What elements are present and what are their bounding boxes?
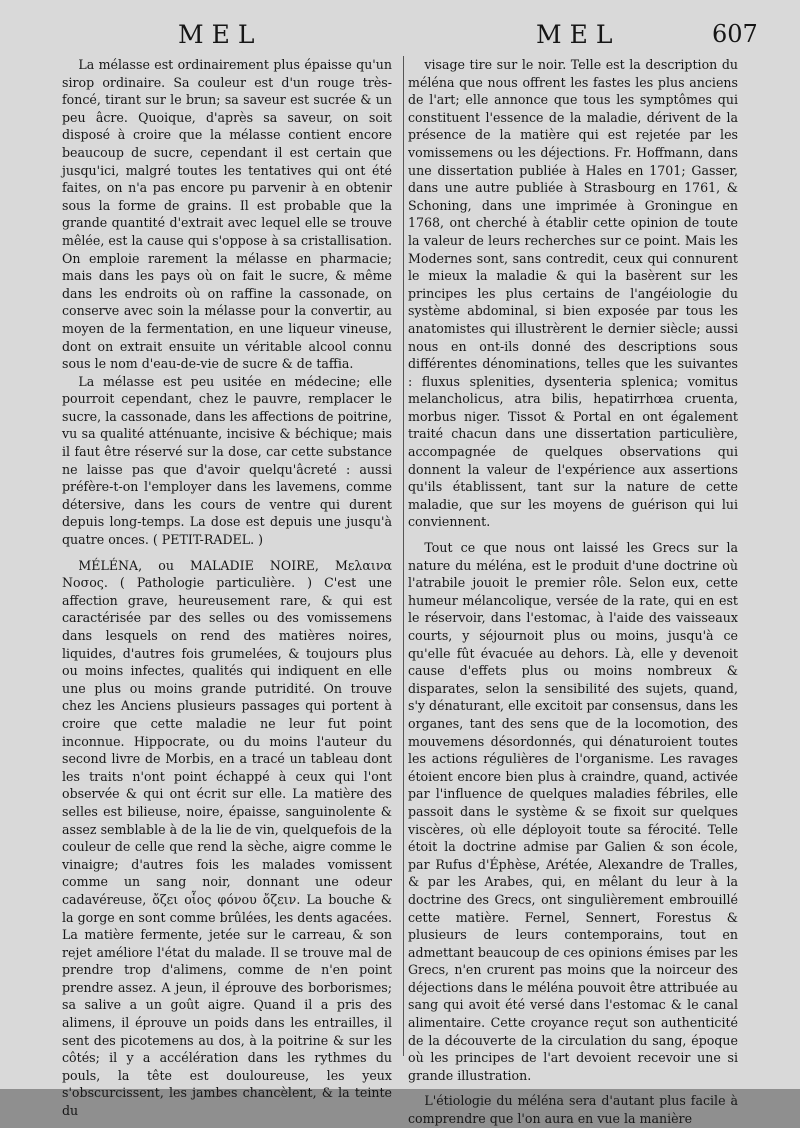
paragraph-melena-history: visage tire sur le noir. Telle est la description du méléna que nous offrent les fastes les plus anciens de l'art; elle annonce que tous les symptômes qui constituent l'essence de la maladie, dérivent de la présence de la matière qui est rejetée par les vomissemens ou les déjections. Fr. Hoffmann, dans une dissertation publiée à Hales en 1701; Gasser, dans une autre publiée à Strasbourg en 1761, & Schoning, dans une imprimée à Groningue en 1768, ont cherché à établir cette opinion de toute la valeur de leurs recherches sur ce point. Mais les Modernes sont, sans contredit, ceux qui connurent le mieux la maladie & qui la basèrent sur les principes les plus certains de l'angéiologie du système abdominal, si bien exposée par tous les anatomistes qui illustrèrent le dernier siècle; aussi nous en ont-ils donné des descriptions sous différentes dénominations, telles que les suivantes : fluxus splenities, dysenteria splenica; vomitus melancholicus, atra bilis, hepatirrhœa cruenta, morbus niger. Tissot & Portal en ont également traité chacun dans une dissertation particulière, accompagnée de quelques observations qui donnent la valeur de l'expérience aux assertions qu'ils établissent, tant sur la nature de cette maladie, que sur les moyens de guérison qui lui conviennent.	[408, 57, 738, 530]
paragraph-melasse-medical-use: La mélasse est peu usitée en médecine; elle pourroit cependant, chez le pauvre, remplacer le sucre, la cassonade, dans les affections de poitrine, vu sa qualité atténuante, incisive & béchique; mais il faut être réservé sur la dose, car cette substance ne laisse pas que d'avoir quelqu'âcreté : aussi préfère-t-on l'employer dans les lavemens, comme détersive, dans les cours de ventre qui durent depuis long-temps. La dose est depuis une jusqu'à quatre onces. ( PETIT-RADEL. )	[62, 373, 392, 548]
page-number: 607	[712, 20, 758, 48]
paragraph-melena-entry: MÉLÉNA, ou MALADIE NOIRE, Μελαινα Νοσος. ( Pathologie particulière. ) C'est une affection grave, heureusement rare, & qui est caractérisée par des selles ou des vomissemens dans lesquels on rend des matières noires, liquides, d'autres fois grumelées, & toujours plus ou moins infectes, qualités qui indiquent en elle une plus ou moins grande putridité. On trouve chez les Anciens plusieurs passages qui portent à croire que cette maladie ne leur fut point inconnue. Hippocrate, ou du moins l'auteur du second livre de Morbis, en a tracé un tableau dont les traits n'ont point échappé à ceux qui l'ont observée & qui ont écrit sur elle. La matière des selles est bilieuse, noire, épaisse, sanguinolente & assez semblable à de la lie de vin, quelquefois de la couleur de celle que rend la sèche, aigre comme le vinaigre; d'autres fois les malades vomissent comme un sang noir, donnant une odeur cadavéreuse, ὄζει οἷος φόνου ὄζειν. La bouche & la gorge en sont comme brûlées, les dents agacées. La matière fermente, jetée sur le carreau, & son rejet améliore l'état du malade. Il se trouve mal de prendre trop d'alimens, comme de n'en point prendre assez. A jeun, il éprouve des borborismes; sa salive a un goût aigre. Quand il a pris des alimens, il éprouve un poids dans les entrailles, il sent des picotemens au dos, à la poitrine & sur les côtés; il y a accélération dans les rythmes du pouls, la tête est douloureuse, les yeux s'obscurcissent, les jambes chancèlent, & la teinte du	[62, 557, 392, 1119]
header-right-word: MEL	[536, 20, 621, 49]
column-divider	[403, 56, 404, 1056]
paragraph-greek-doctrine: Tout ce que nous ont laissé les Grecs sur la nature du méléna, est le produit d'une doctrine où l'atrabile jouoit le premier rôle. Selon eux, cette humeur mélancolique, versée de la rate, qui en est le réservoir, dans l'estomac, à l'aide des vaisseaux courts, y séjournoit plus ou moins, jusqu'à ce qu'elle fût évacuée au dehors. Là, elle y devenoit cause d'effets plus ou moins nombreux & disparates, selon la sensibilité des sujets, quand, s'y dénaturant, elle excitoit par consensus, dans les organes, tant des sens que de la locomotion, des mouvemens désordonnés, qui dénaturoient toutes les actions régulières de l'organisme. Les ravages étoient encore bien plus à craindre, quand, activée par l'influence de quelques maladies fébriles, elle passoit dans le système & se fixoit sur quelques viscères, où elle déployoit toute sa férocité. Telle étoit la doctrine admise par Galien & son école, par Rufus d'Éphèse, Arétée, Alexandre de Tralles, & par les Arabes, qui, en mêlant du leur à la doctrine des Grecs, ont singulièrement embrouillé cette matière. Fernel, Sennert, Forestus & plusieurs de leurs contemporains, tout en admettant beaucoup de ces opinions émises par les Grecs, n'en crurent pas moins que la noirceur des déjections dans le méléna pouvoit être attribuée au sang qui avoit été versé dans l'estomac & le canal alimentaire. Cette croyance reçut son authenticité de la découverte de la circulation du sang, époque où les principes de l'art devoient recevoir une si grande illustration.	[408, 540, 738, 1083]
right-column	[408, 56, 738, 1128]
paragraph-melasse-description: La mélasse est ordinairement plus épaisse qu'un sirop ordinaire. Sa couleur est d'un rouge très-foncé, tirant sur le brun; sa saveur est sucrée & un peu âcre. Quoique, d'après sa saveur, on soit disposé à croire que la mélasse contient encore beaucoup de sucre, cependant il est certain que jusqu'ici, malgré toutes les tentatives qui ont été faites, on n'a pas encore pu parvenir à en obtenir sous la forme de grains. Il est probable que la grande quantité d'extrait avec lequel elle se trouve mêlée, est la cause qui s'oppose à sa cristallisation. On emploie rarement la mélasse en pharmacie; mais dans les pays où on fait le sucre, & même dans les endroits où on raffine la cassonade, on conserve avec soin la mélasse pour la convertir, au moyen de la fermentation, en une liqueur vineuse, dont on extrait ensuite un véritable alcool connu sous le nom d'eau-de-vie de sucre & de taffia.	[62, 57, 392, 372]
left-column	[62, 56, 392, 1120]
running-header	[0, 20, 800, 54]
paragraph-etiology: L'étiologie du méléna sera d'autant plus facile à comprendre que l'on aura en vue la manière	[408, 1093, 738, 1127]
header-left-word: MEL	[178, 20, 263, 49]
